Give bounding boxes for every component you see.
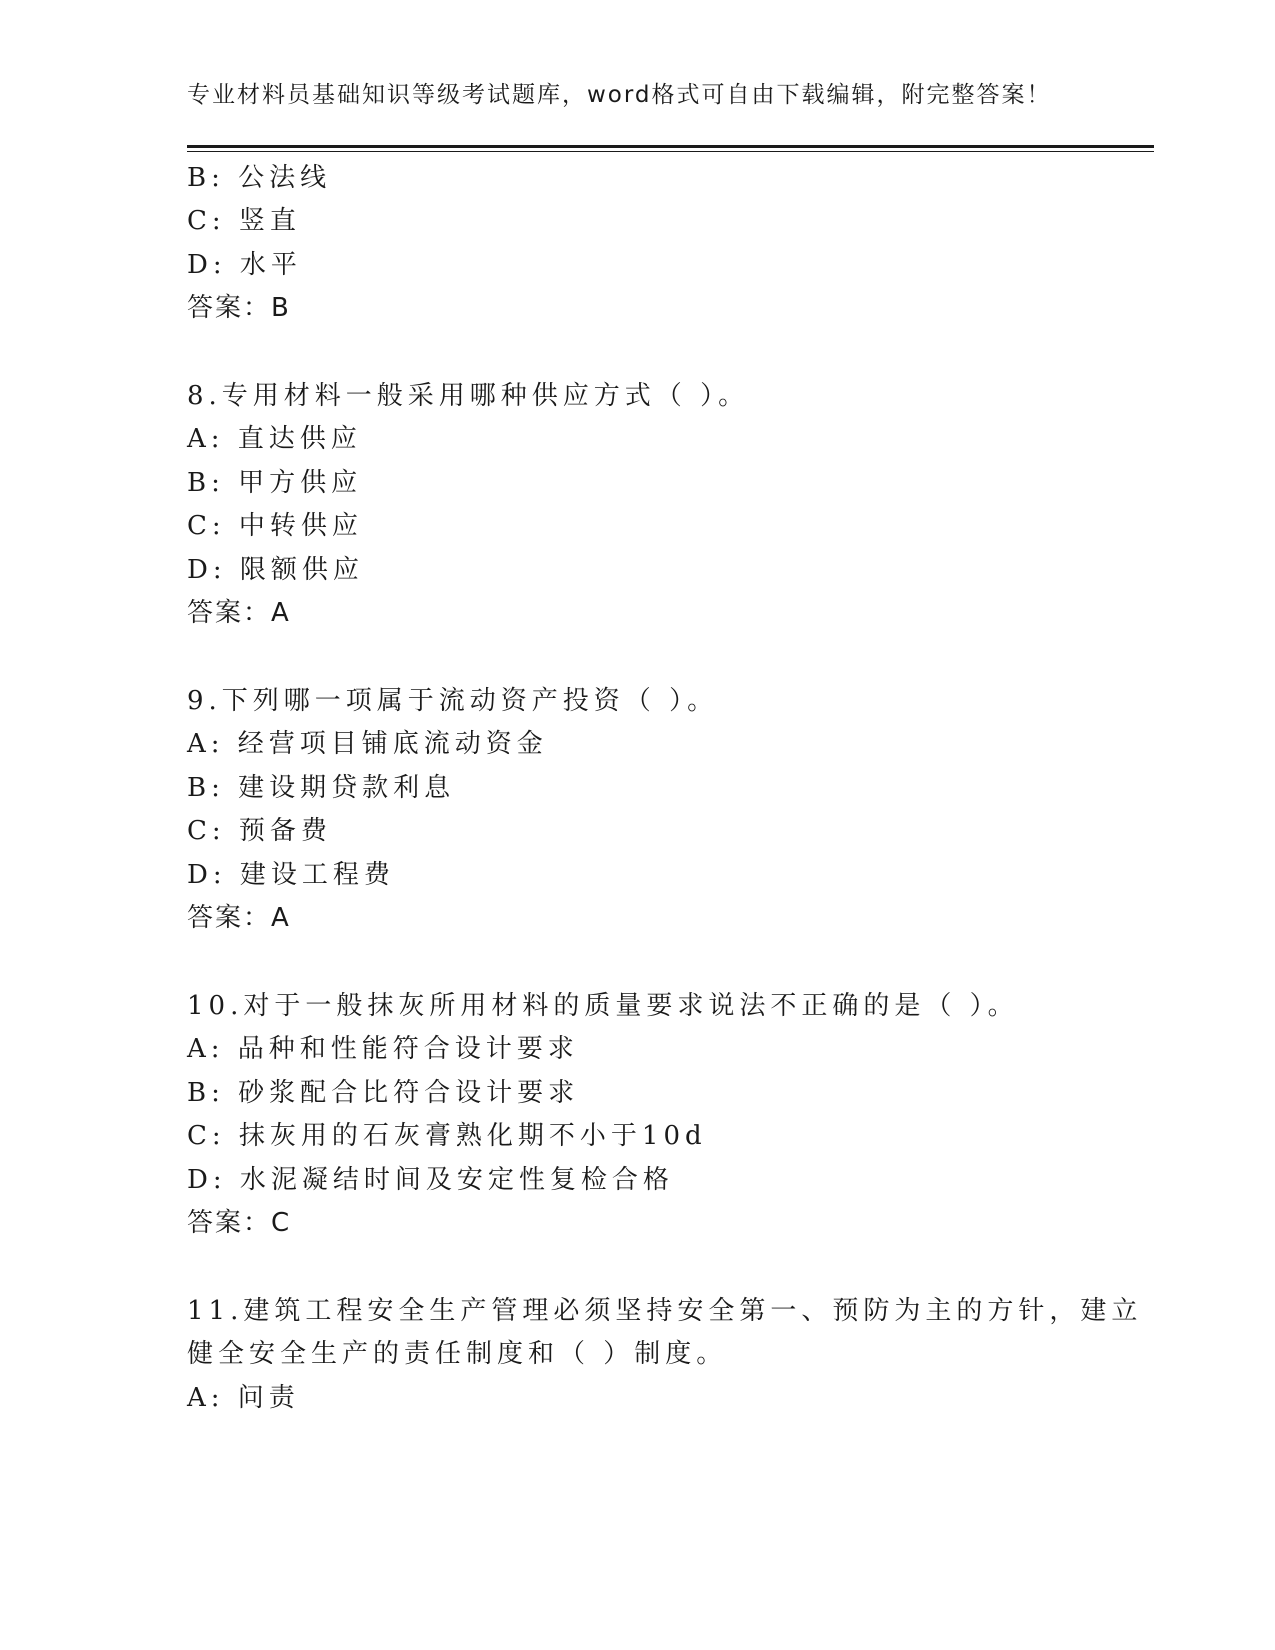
q9-option-a: A: 经营项目铺底流动资金 [187, 729, 548, 759]
q11-question-line2: 健全安全生产的责任制度和（ ）制度。 [187, 1339, 728, 1369]
q8-answer: 答案：A [187, 598, 291, 628]
q8-question: 8.专用材料一般采用哪种供应方式（ ）。 [187, 381, 750, 411]
header-rule-thick [187, 145, 1154, 148]
q7-answer: 答案：B [187, 293, 291, 323]
q8-option-c: C: 中转供应 [187, 511, 363, 541]
q8-option-d: D: 限额供应 [187, 555, 364, 585]
q10-question: 10.对于一般抹灰所用材料的质量要求说法不正确的是（ ）。 [187, 991, 1019, 1021]
q11-question-line1: 11.建筑工程安全生产管理必须坚持安全第一、预防为主的方针，建立 [187, 1296, 1143, 1326]
document-header: 专业材料员基础知识等级考试题库，word格式可自由下载编辑，附完整答案！ [187, 82, 1052, 108]
q9-option-b: B: 建设期贷款利息 [187, 773, 456, 803]
header-rule-thin [187, 151, 1154, 152]
q7-option-b: B: 公法线 [187, 163, 332, 193]
q10-option-a: A: 品种和性能符合设计要求 [187, 1034, 579, 1064]
q11-option-a: A: 问责 [187, 1383, 300, 1413]
q10-option-b: B: 砂浆配合比符合设计要求 [187, 1078, 580, 1108]
q10-answer: 答案：C [187, 1208, 292, 1238]
q9-question: 9.下列哪一项属于流动资产投资（ ）。 [187, 686, 719, 716]
q10-option-c: C: 抹灰用的石灰膏熟化期不小于10d [187, 1121, 707, 1151]
q9-option-c: C: 预备费 [187, 816, 332, 846]
q10-option-d: D: 水泥凝结时间及安定性复检合格 [187, 1165, 674, 1195]
q7-option-c: C: 竖直 [187, 206, 301, 236]
q9-option-d: D: 建设工程费 [187, 860, 395, 890]
q9-answer: 答案：A [187, 903, 291, 933]
q8-option-a: A: 直达供应 [187, 424, 362, 454]
q7-option-d: D: 水平 [187, 250, 302, 280]
q8-option-b: B: 甲方供应 [187, 468, 363, 498]
